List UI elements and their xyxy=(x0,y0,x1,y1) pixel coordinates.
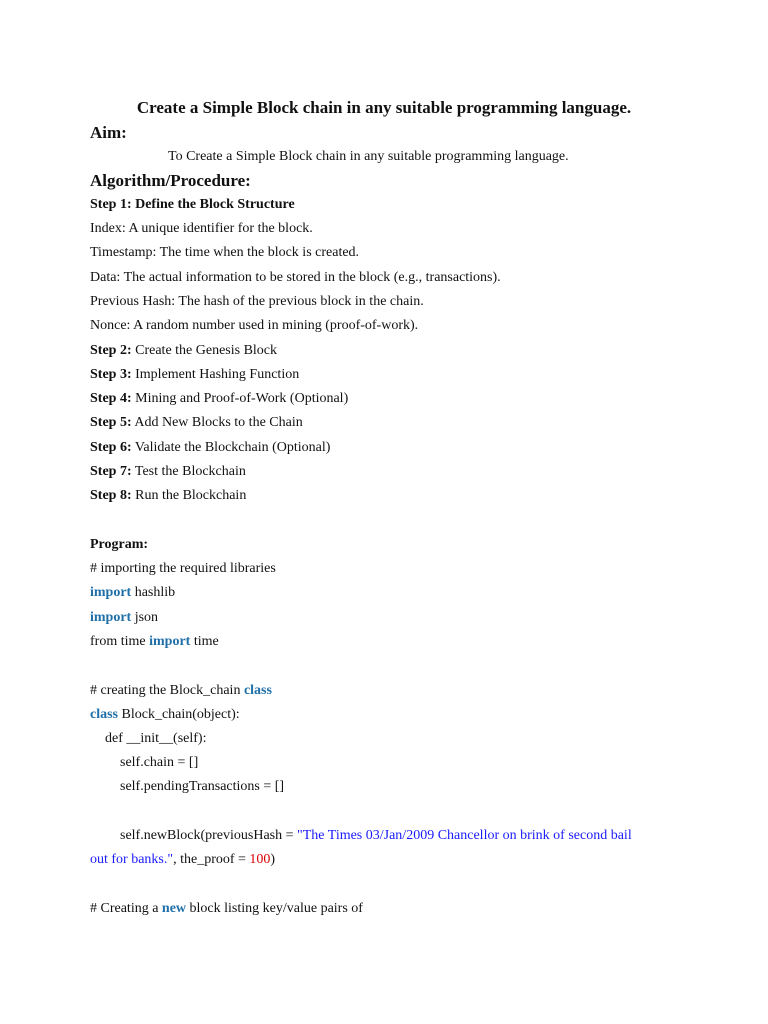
string-literal: out for banks." xyxy=(90,852,174,867)
keyword-class: class xyxy=(90,707,118,722)
step-label: Step 2: xyxy=(90,343,132,358)
field-index: Index: A unique identifier for the block. xyxy=(90,221,313,236)
keyword-import: import xyxy=(90,610,132,625)
aim-text: To Create a Simple Block chain in any suitable programming language. xyxy=(168,149,569,164)
step-text: Add New Blocks to the Chain xyxy=(131,415,303,430)
close-paren: ) xyxy=(270,852,276,867)
step-text: Create the Genesis Block xyxy=(131,343,278,358)
proof-arg: , the_proof = xyxy=(173,852,250,867)
string-literal: "The Times 03/Jan/2009 Chancellor on brink of second bail xyxy=(297,828,632,843)
field-timestamp: Timestamp: The time when the block is created. xyxy=(90,245,360,260)
newblock-call: self.newBlock(previousHash = xyxy=(120,828,298,843)
step-2 xyxy=(90,340,277,362)
step-label: Step 7: xyxy=(90,464,132,479)
step-text: Run the Blockchain xyxy=(131,488,247,503)
code-import-hashlib xyxy=(90,582,175,604)
code-class-def xyxy=(90,704,240,726)
step-label: Step 8: xyxy=(90,488,132,503)
field-previous-hash: Previous Hash: The hash of the previous block in the chain. xyxy=(90,294,424,309)
step-text: Test the Blockchain xyxy=(131,464,246,479)
step-text: Validate the Blockchain (Optional) xyxy=(131,440,331,455)
step-label: Step 6: xyxy=(90,440,132,455)
comment-text: block listing key/value pairs of xyxy=(186,901,363,916)
module-json: json xyxy=(131,610,159,625)
code-import-json xyxy=(90,607,158,629)
code-from-time-import xyxy=(90,631,219,653)
step-text: Implement Hashing Function xyxy=(131,367,300,382)
document-title: Create a Simple Block chain in any suitable programming language. xyxy=(136,98,632,117)
step-7 xyxy=(90,461,246,483)
code-comment-class xyxy=(90,680,272,702)
step-4 xyxy=(90,388,348,410)
algorithm-heading: Algorithm/Procedure: xyxy=(90,171,251,190)
number-literal: 100 xyxy=(249,852,271,867)
from-time: from time xyxy=(90,634,150,649)
class-name: Block_chain(object): xyxy=(118,707,240,722)
field-nonce: Nonce: A random number used in mining (proof-of-work). xyxy=(90,318,419,333)
comment-text: # Creating a xyxy=(90,901,162,916)
code-self-chain: self.chain = [] xyxy=(120,755,199,770)
code-comment-imports: # importing the required libraries xyxy=(90,561,276,576)
code-newblock-line2 xyxy=(90,849,275,871)
aim-heading: Aim: xyxy=(90,123,127,142)
comment-text: # creating the Block_chain xyxy=(90,683,244,698)
code-comment-new-block xyxy=(90,898,363,920)
step-3 xyxy=(90,364,299,386)
keyword-import: import xyxy=(149,634,191,649)
step-text: Mining and Proof-of-Work (Optional) xyxy=(131,391,349,406)
step-label: Step 3: xyxy=(90,367,132,382)
keyword-new: new xyxy=(161,901,187,916)
code-def-init: def __init__(self): xyxy=(105,731,207,746)
field-data: Data: The actual information to be stored in the block (e.g., transactions). xyxy=(90,270,501,285)
program-heading: Program: xyxy=(90,537,149,552)
step1-title: Step 1: Define the Block Structure xyxy=(90,197,295,212)
keyword-class: class xyxy=(243,683,272,698)
step-8 xyxy=(90,485,246,507)
step-label: Step 5: xyxy=(90,415,132,430)
code-newblock-line1 xyxy=(120,825,632,847)
code-self-pending: self.pendingTransactions = [] xyxy=(120,779,285,794)
time-name: time xyxy=(190,634,219,649)
module-hashlib: hashlib xyxy=(131,585,176,600)
step-label: Step 4: xyxy=(90,391,132,406)
step-6 xyxy=(90,437,330,459)
step-5 xyxy=(90,412,303,434)
keyword-import: import xyxy=(90,585,132,600)
